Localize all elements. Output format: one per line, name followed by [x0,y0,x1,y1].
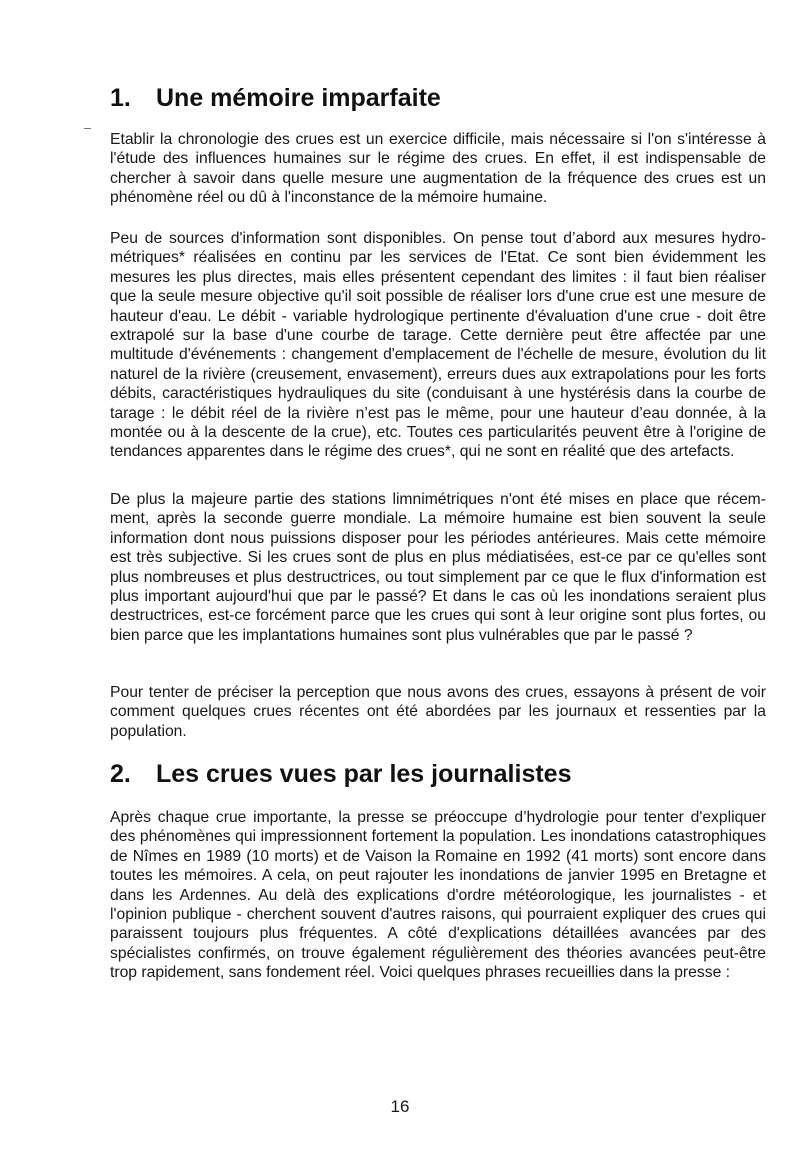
page-number: 16 [390,1097,410,1116]
scan-speck [84,128,91,129]
section-2-paragraph-1: Après chaque crue importante, la presse se préoccupe d’hydrologie pour tenter d'expliquer des phénomènes qui impressionnent fortement la population. Les inondations catastrophiques de Nîmes en 1989 (10 morts) et de Vaison la Romaine en 1992 (41 morts) sont encore dans toutes les mémoires. A cela, on peut rajouter les inondations de janvier 1995 en Bretagne et dans les Ardennes. Au delà des explications d'ordre météorologique, les journalistes - et l'opinion publique - cherchent souvent d'autres raisons, qui pourraient expliquer des crues qui paraissent toujours plus fréquentes. A côté d'explications détaillées avancées par des spécialistes confirmés, on trouve également régulièrement des théories avancées peut-être trop rapidement, sans fondement réel. Voici quelques phrases recueillies dans la presse : [110,809,766,982]
section-1-paragraph-2: Peu de sources d'information sont disponibles. On pense tout d’abord aux mesures hydrométriques* réalisées en continu par les services de l'Etat. Ce sont bien évidemment les mesures les plus directes, mais elles présentent cependant des limites : il faut bien réaliser que la seule mesure objective qu'il soit possible de réaliser lors d'une crue est une mesure de hauteur d'eau. Le débit - variable hydrologique pertinente d'évaluation d'une crue - doit être extrapolé sur la base d'une courbe de tarage. Cette dernière peut être affectée par une multitude d'événements : changement d'emplacement de l'échelle de mesure, évolution du lit naturel de la rivière (creusement, envasement), erreurs dues aux extrapolations pour les forts débits, caractéristiques hydrauliques du site (conduisant à une hystérésis dans la courbe de tarage : le débit réel de la rivière n’est pas le même, pour une hauteur d’eau donnée, à la montée ou à la descente de la crue), etc. Toutes ces particularités peuvent être à l'origine de tendances apparentes dans le régime des crues*, qui ne sont en réalité que des artefacts. [110,230,766,461]
section-2-number: 2. [110,760,131,788]
section-1-paragraph-3: De plus la majeure partie des stations limnimétriques n'ont été mises en place que récemment, après la seconde guerre mondiale. La mémoire humaine est bien souvent la seule information dont nous puissions disposer pour les périodes antérieures. Mais cette mémoire est très subjective. Si les crues sont de plus en plus médiatisées, est-ce par ce qu'elles sont plus nombreuses et plus destructrices, ou tout simplement par ce que le flux d'information est plus important aujourd'hui que par le passé? Et dans le cas où les inondations seraient plus destructrices, est-ce forcément parce que les crues qui sont à leur origine sont plus fortes, ou bien parce que les implantations humaines sont plus vulnérables que par le passé ? [110,491,766,644]
section-1-title: Une mémoire imparfaite [156,84,441,112]
section-2-heading [110,759,571,789]
section-1-heading [110,83,441,113]
section-1-paragraph-1: Etablir la chronologie des crues est un exercice difficile, mais nécessaire si l'on s'intéresse à l'étude des influences humaines sur le régime des crues. En effet, il est indispensable de chercher à savoir dans quelle mesure une augmentation de la fréquence des crues est un phénomène réel ou dû à l'inconstance de la mémoire humaine. [110,131,766,207]
section-2-title: Les crues vues par les journalistes [156,760,572,788]
section-1-number: 1. [110,84,131,112]
section-1-paragraph-4: Pour tenter de préciser la perception que nous avons des crues, essayons à présent de voir comment quelques crues récentes ont été abordées par les journaux et ressenties par la population. [110,684,766,740]
